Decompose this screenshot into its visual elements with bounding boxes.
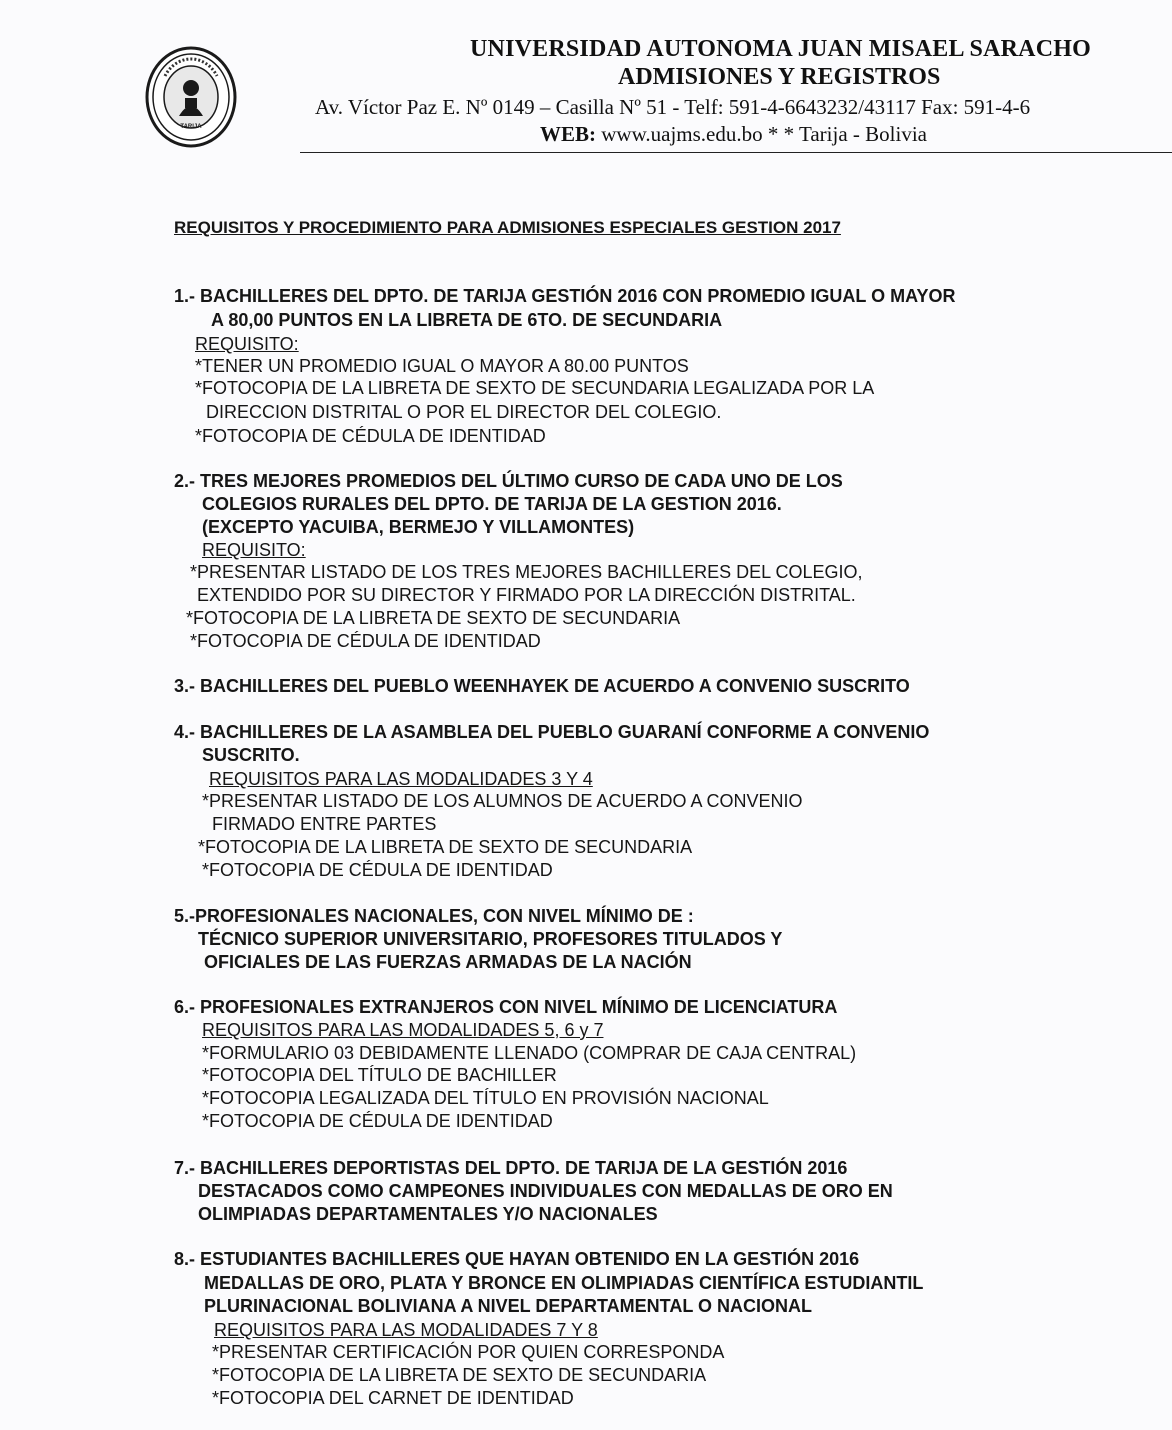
section-2-heading-cont-2: (EXCEPTO YACUIBA, BERMEJO Y VILLAMONTES) [202, 517, 635, 537]
section-1-item-1: *TENER UN PROMEDIO IGUAL O MAYOR A 80.00 PUNTOS [195, 356, 689, 376]
section-8-requisitos: REQUISITOS PARA LAS MODALIDADES 7 Y 8 [214, 1320, 598, 1340]
seal-text: TARIJA [180, 124, 202, 130]
university-name: UNIVERSIDAD AUTONOMA JUAN MISAEL SARACHO [470, 36, 1091, 62]
section-6-item-2: *FOTOCOPIA DEL TÍTULO DE BACHILLER [202, 1065, 557, 1085]
section-6-heading: 6.- PROFESIONALES EXTRANJEROS CON NIVEL MÍNIMO DE LICENCIATURA [174, 997, 838, 1017]
section-3-heading: 3.- BACHILLERES DEL PUEBLO WEENHAYEK DE ACUERDO A CONVENIO SUSCRITO [174, 676, 910, 696]
web-label: WEB: [540, 122, 597, 146]
section-6-item-3: *FOTOCOPIA LEGALIZADA DEL TÍTULO EN PROVISIÓN NACIONAL [202, 1088, 769, 1108]
section-4-heading-cont: SUSCRITO. [202, 745, 300, 765]
university-seal-icon [145, 46, 237, 148]
section-2-requisito: REQUISITO: [202, 540, 306, 560]
header-divider [300, 152, 1172, 153]
section-4-heading: 4.- BACHILLERES DE LA ASAMBLEA DEL PUEBLO GUARANÍ CONFORME A CONVENIO [174, 722, 930, 742]
section-4-requisitos: REQUISITOS PARA LAS MODALIDADES 3 Y 4 [209, 769, 593, 789]
web-line [540, 122, 927, 147]
web-rest: www.uajms.edu.bo * * Tarija - Bolivia [596, 122, 927, 146]
section-1-heading-cont: A 80,00 PUNTOS EN LA LIBRETA DE 6TO. DE SECUNDARIA [211, 310, 723, 330]
section-6-item-4: *FOTOCOPIA DE CÉDULA DE IDENTIDAD [202, 1111, 553, 1131]
department-name: ADMISIONES Y REGISTROS [618, 64, 941, 90]
section-5-heading-cont-1: TÉCNICO SUPERIOR UNIVERSITARIO, PROFESORES TITULADOS Y [198, 929, 783, 949]
address-line: Av. Víctor Paz E. Nº 0149 – Casilla Nº 51 - Telf: 591-4-6643232/43117 Fax: 591-4-6 [315, 95, 1031, 119]
section-4-item-3: *FOTOCOPIA DE CÉDULA DE IDENTIDAD [202, 860, 553, 880]
section-4-item-1: *PRESENTAR LISTADO DE LOS ALUMNOS DE ACUERDO A CONVENIO [202, 791, 803, 811]
section-7-heading: 7.- BACHILLERES DEPORTISTAS DEL DPTO. DE TARIJA DE LA GESTIÓN 2016 [174, 1158, 848, 1178]
section-6-requisitos: REQUISITOS PARA LAS MODALIDADES 5, 6 y 7 [202, 1020, 604, 1040]
section-8-item-3: *FOTOCOPIA DEL CARNET DE IDENTIDAD [212, 1388, 574, 1408]
section-6-item-1: *FORMULARIO 03 DEBIDAMENTE LLENADO (COMPRAR DE CAJA CENTRAL) [202, 1043, 857, 1063]
document-title: REQUISITOS Y PROCEDIMIENTO PARA ADMISIONES ESPECIALES GESTION 2017 [174, 218, 841, 237]
section-8-item-2: *FOTOCOPIA DE LA LIBRETA DE SEXTO DE SECUNDARIA [212, 1365, 707, 1385]
section-2-item-1: *PRESENTAR LISTADO DE LOS TRES MEJORES BACHILLERES DEL COLEGIO, [190, 562, 863, 582]
section-1-item-2: *FOTOCOPIA DE LA LIBRETA DE SEXTO DE SECUNDARIA LEGALIZADA POR LA [195, 378, 875, 398]
section-1-requisito: REQUISITO: [195, 334, 299, 354]
section-4-item-2: *FOTOCOPIA DE LA LIBRETA DE SEXTO DE SECUNDARIA [198, 837, 693, 857]
section-8-heading-cont-2: PLURINACIONAL BOLIVIANA A NIVEL DEPARTAMENTAL O NACIONAL [204, 1296, 813, 1316]
section-1-item-2-cont: DIRECCION DISTRITAL O POR EL DIRECTOR DEL COLEGIO. [206, 402, 722, 422]
section-7-heading-cont-1: DESTACADOS COMO CAMPEONES INDIVIDUALES CON MEDALLAS DE ORO EN [198, 1181, 893, 1201]
section-2-item-3: *FOTOCOPIA DE CÉDULA DE IDENTIDAD [190, 631, 541, 651]
section-8-item-1: *PRESENTAR CERTIFICACIÓN POR QUIEN CORRESPONDA [212, 1342, 725, 1362]
section-2-item-2: *FOTOCOPIA DE LA LIBRETA DE SEXTO DE SECUNDARIA [186, 608, 681, 628]
section-4-item-1-cont: FIRMADO ENTRE PARTES [212, 814, 437, 834]
section-8-heading: 8.- ESTUDIANTES BACHILLERES QUE HAYAN OBTENIDO EN LA GESTIÓN 2016 [174, 1249, 860, 1269]
section-1-item-3: *FOTOCOPIA DE CÉDULA DE IDENTIDAD [195, 426, 546, 446]
section-7-heading-cont-2: OLIMPIADAS DEPARTAMENTALES Y/O NACIONALES [198, 1204, 658, 1224]
section-1-heading: 1.- BACHILLERES DEL DPTO. DE TARIJA GESTIÓN 2016 CON PROMEDIO IGUAL O MAYOR [174, 286, 956, 306]
section-2-heading-cont-1: COLEGIOS RURALES DEL DPTO. DE TARIJA DE LA GESTION 2016. [202, 494, 782, 514]
section-5-heading: 5.-PROFESIONALES NACIONALES, CON NIVEL MÍNIMO DE : [174, 906, 694, 926]
section-5-heading-cont-2: OFICIALES DE LAS FUERZAS ARMADAS DE LA NACIÓN [204, 952, 692, 972]
section-2-item-1-cont: EXTENDIDO POR SU DIRECTOR Y FIRMADO POR LA DIRECCIÓN DISTRITAL. [197, 585, 856, 605]
section-2-heading: 2.- TRES MEJORES PROMEDIOS DEL ÚLTIMO CURSO DE CADA UNO DE LOS [174, 471, 843, 491]
section-8-heading-cont-1: MEDALLAS DE ORO, PLATA Y BRONCE EN OLIMPIADAS CIENTÍFICA ESTUDIANTIL [204, 1273, 924, 1293]
